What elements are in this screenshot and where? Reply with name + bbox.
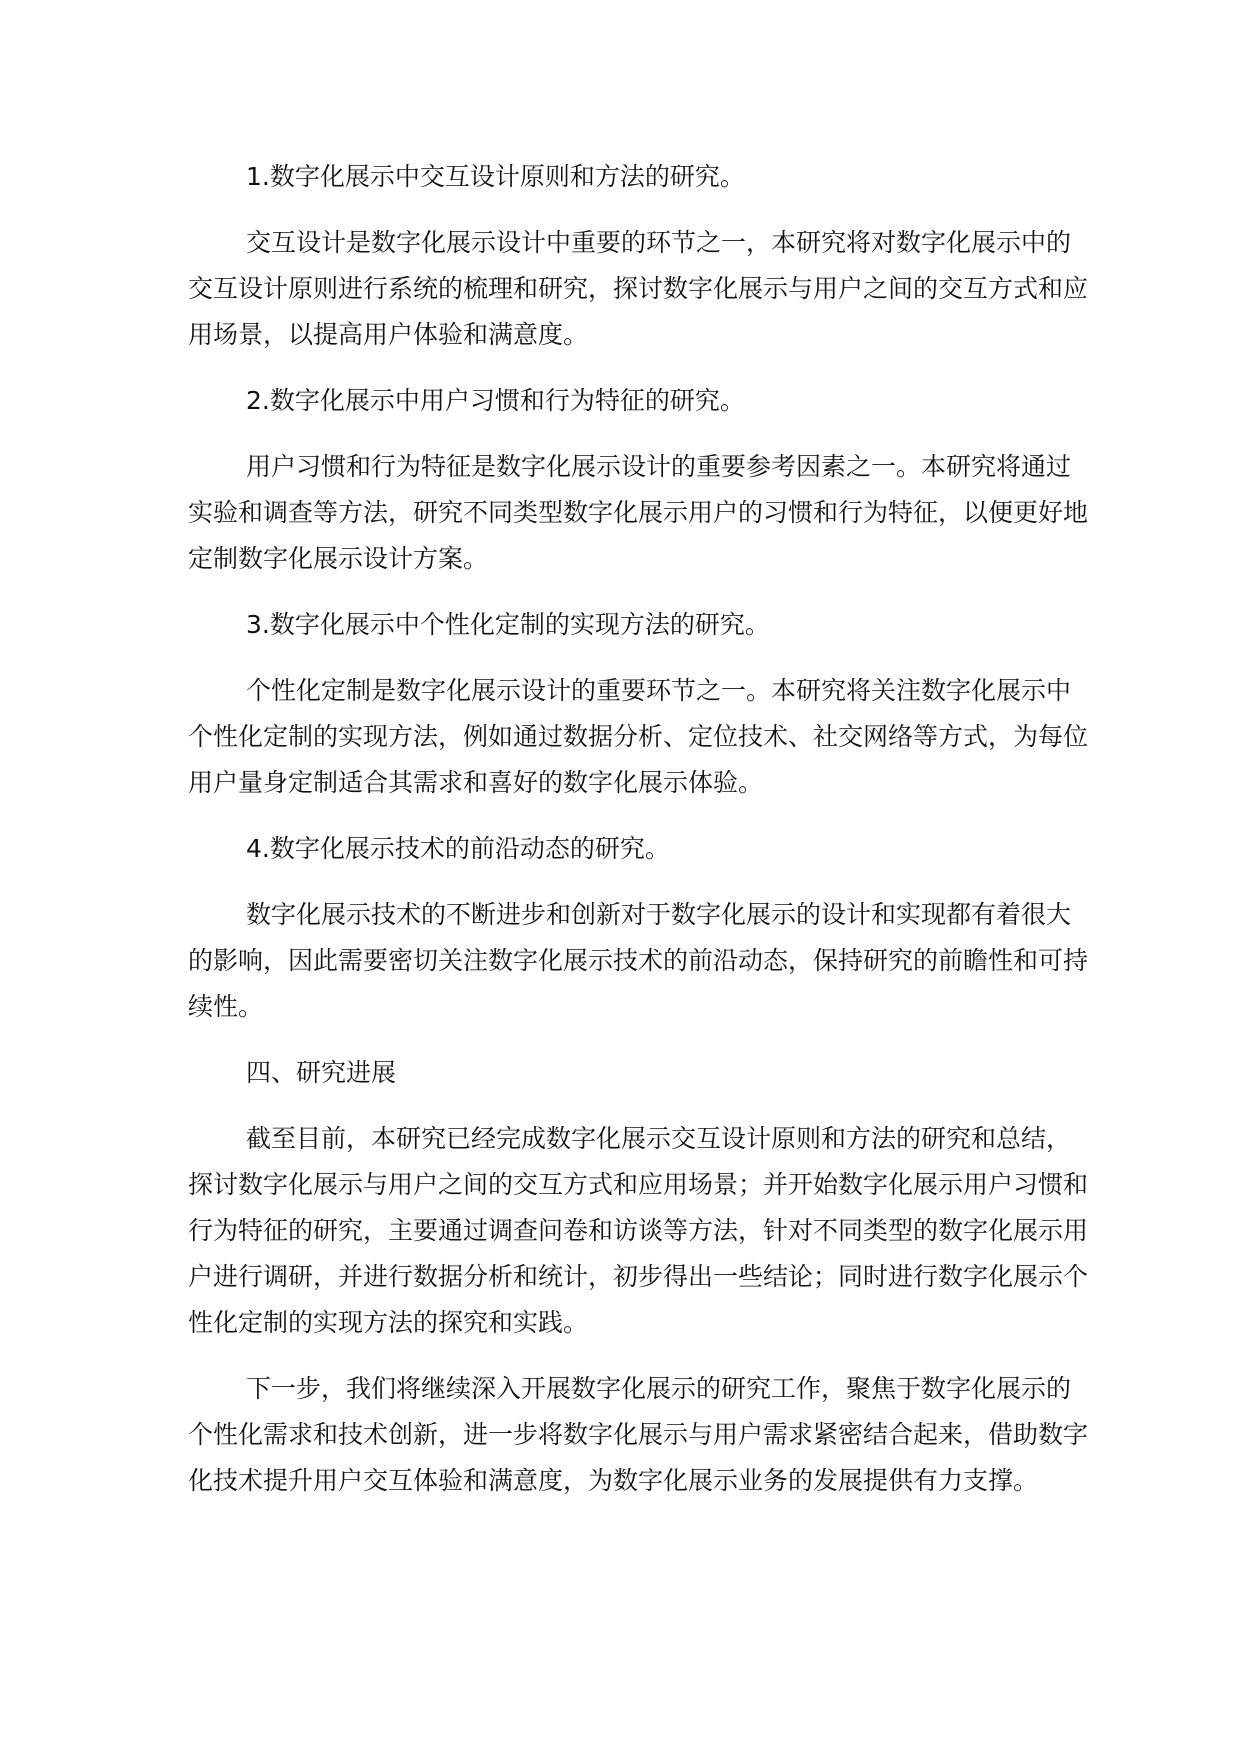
section-heading-4: 4.数字化展示技术的前沿动态的研究。 [246, 834, 670, 863]
document-body [188, 154, 1088, 1524]
section-heading-2: 2.数字化展示中用户习惯和行为特征的研究。 [246, 386, 745, 415]
section-heading-1: 1.数字化展示中交互设计原则和方法的研究。 [246, 162, 745, 191]
paragraph-frontier-tech: 数字化展示技术的不断进步和创新对于数字化展示的设计和实现都有着很大的影响，因此需要密切关注数字化展示技术的前沿动态，保持研究的前瞻性和可持续性。 [188, 900, 1089, 1021]
paragraph-progress: 截至目前，本研究已经完成数字化展示交互设计原则和方法的研究和总结，探讨数字化展示与用户之间的交互方式和应用场景；并开始数字化展示用户习惯和行为特征的研究，主要通过调查问卷和访谈等方法，针对不同类型的数字化展示用户进行调研，并进行数据分析和统计，初步得出一些结论；同时进行数字化展示个性化定制的实现方法的探究和实践。 [188, 1124, 1089, 1337]
paragraph-interaction-design: 交互设计是数字化展示设计中重要的环节之一，本研究将对数字化展示中的交互设计原则进行系统的梳理和研究，探讨数字化展示与用户之间的交互方式和应用场景，以提高用户体验和满意度。 [188, 228, 1089, 349]
paragraph-user-habits: 用户习惯和行为特征是数字化展示设计的重要参考因素之一。本研究将通过实验和调查等方法，研究不同类型数字化展示用户的习惯和行为特征，以便更好地定制数字化展示设计方案。 [188, 452, 1089, 573]
section-heading-progress: 四、研究进展 [246, 1058, 397, 1087]
paragraph-personalization: 个性化定制是数字化展示设计的重要环节之一。本研究将关注数字化展示中个性化定制的实现方法，例如通过数据分析、定位技术、社交网络等方式，为每位用户量身定制适合其需求和喜好的数字化展示体验。 [188, 676, 1089, 797]
section-heading-3: 3.数字化展示中个性化定制的实现方法的研究。 [246, 610, 770, 639]
paragraph-next-steps: 下一步，我们将继续深入开展数字化展示的研究工作，聚焦于数字化展示的个性化需求和技术创新，进一步将数字化展示与用户需求紧密结合起来，借助数字化技术提升用户交互体验和满意度，为数字化展示业务的发展提供有力支撑。 [188, 1374, 1089, 1495]
